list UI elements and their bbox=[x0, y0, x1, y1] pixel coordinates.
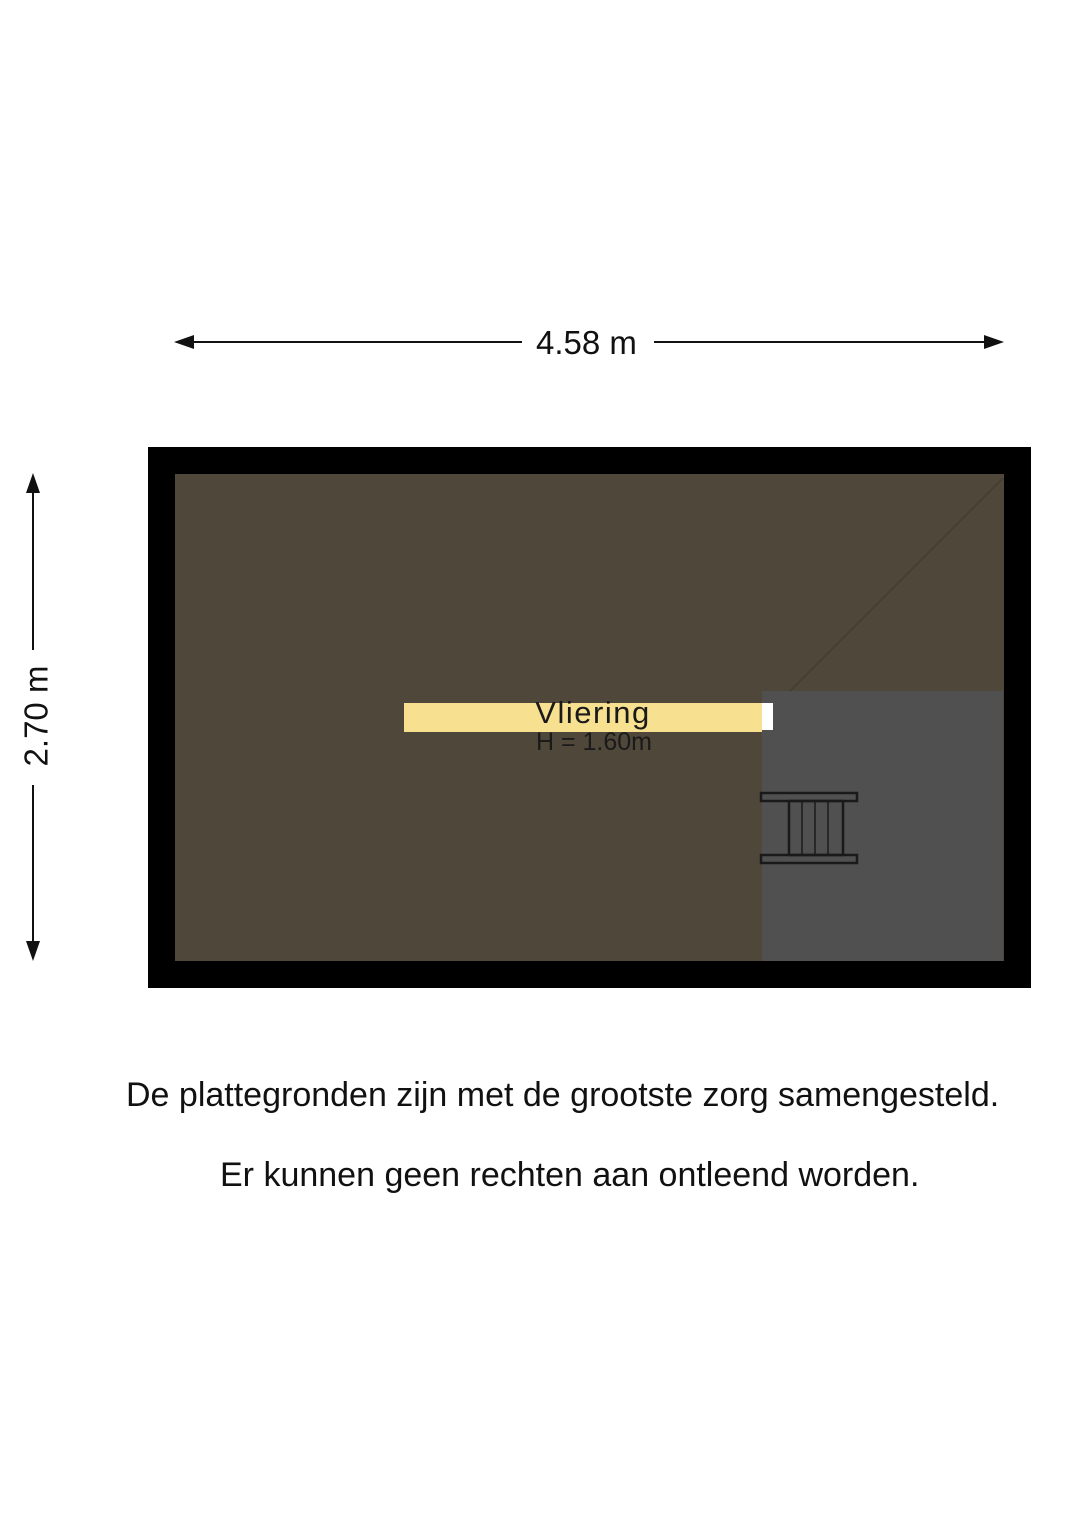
width-dimension-label: 4.58 m bbox=[526, 326, 647, 359]
room-ceiling-height: H = 1.60m bbox=[535, 728, 653, 756]
room-name: Vliering bbox=[535, 695, 651, 730]
height-dimension-label: 2.70 m bbox=[20, 656, 53, 777]
disclaimer-line-2: Er kunnen geen rechten aan ontleend worden. bbox=[220, 1156, 920, 1194]
ladder-hatch-icon bbox=[758, 790, 862, 868]
room-label-highlight-end bbox=[762, 703, 773, 730]
disclaimer-line-1: De plattegronden zijn met de grootste zorg samengesteld. bbox=[126, 1076, 1000, 1114]
